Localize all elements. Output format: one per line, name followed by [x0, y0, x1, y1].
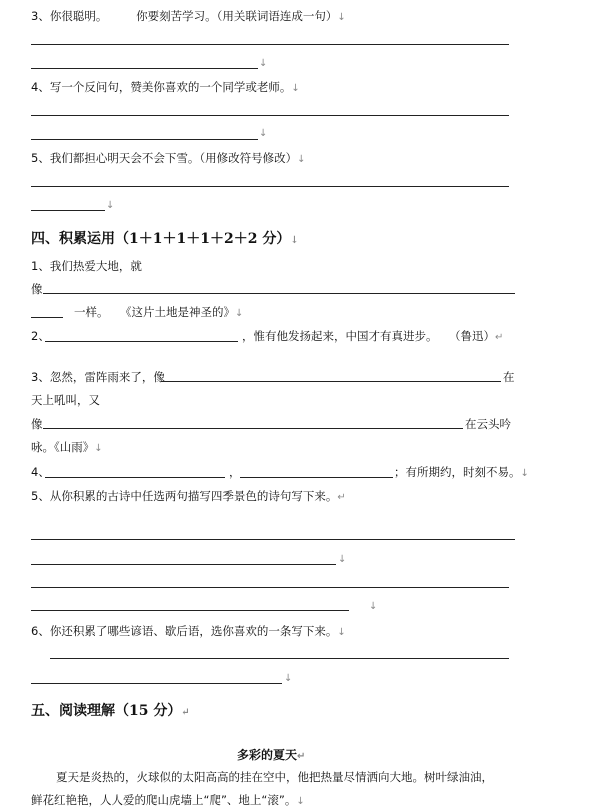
answer-line [31, 317, 63, 318]
answer-line [43, 293, 515, 294]
answer-line [31, 564, 336, 565]
answer-line [43, 428, 463, 429]
s4-q4-text: ；有所期约，时刻不易。↓ [394, 465, 529, 479]
answer-line [31, 210, 105, 211]
answer-line [31, 115, 509, 116]
answer-line [31, 186, 509, 187]
s4-q3-line4: 咏。《山雨》↓ [31, 440, 103, 454]
answer-line [50, 658, 509, 659]
reading-paragraph-line1: 夏天是炎热的，火球似的太阳高高的挂在空中，他把热量尽情洒向大地。树叶绿油油， [56, 770, 493, 784]
answer-line [45, 341, 238, 342]
question-3: 3、你很聪明。 你要刻苦学习。（用关联词语连成一句）↓ [31, 9, 346, 23]
answer-line [31, 68, 258, 69]
s4-q3-e: 在云头吟 [465, 417, 511, 431]
s4-q4-num: 4、 [31, 465, 50, 479]
s4-q3-line3: 像 [31, 417, 43, 431]
s4-q3-b: 在 [503, 370, 515, 384]
s4-q3-line1: 3、忽然，雷阵雨来了，像 [31, 370, 165, 384]
paragraph-mark: ↓ [338, 554, 347, 565]
reading-title: 多彩的夏天↵ [237, 748, 306, 762]
answer-line [45, 477, 225, 478]
answer-line [31, 683, 282, 684]
paragraph-mark: ↓ [259, 128, 268, 139]
paragraph-mark: ↓ [369, 601, 378, 612]
answer-line [31, 539, 515, 540]
answer-line [161, 381, 501, 382]
s4-q2-num: 2、 [31, 329, 50, 343]
answer-line [31, 139, 258, 140]
section-4-heading: 四、积累运用（1＋1＋1＋1＋2＋2 分）↓ [31, 231, 299, 247]
s4-q6: 6、你还积累了哪些谚语、歇后语，选你喜欢的一条写下来。↓ [31, 624, 346, 638]
paragraph-mark: ↓ [259, 58, 268, 69]
s4-q1-line1: 1、我们热爱大地，就 [31, 259, 142, 273]
s4-q5: 5、从你积累的古诗中任选两句描写四季景色的诗句写下来。↵ [31, 489, 346, 503]
s4-q2-text: ，惟有他发扬起来，中国才有真进步。 （鲁迅）↵ [242, 329, 504, 343]
paragraph-mark: ↓ [284, 673, 293, 684]
s4-q1-line2: 像 [31, 282, 43, 296]
answer-line [31, 610, 349, 611]
question-4: 4、写一个反问句，赞美你喜欢的一个同学或老师。↓ [31, 80, 300, 94]
paragraph-mark: ↓ [106, 200, 115, 211]
reading-paragraph-line2: 鲜花红艳艳，人人爱的爬山虎墙上“爬”、地上“滚”。↓ [31, 793, 305, 807]
s4-q1-line3: 一样。 《这片土地是神圣的》↓ [74, 305, 244, 319]
s4-q4-comma: ， [229, 465, 241, 479]
section-5-heading: 五、阅读理解（15 分）↵ [31, 703, 190, 719]
answer-line [31, 587, 509, 588]
question-5: 5、我们都担心明天会不会下雪。（用修改符号修改）↓ [31, 151, 306, 165]
answer-line [31, 44, 509, 45]
answer-line [240, 477, 393, 478]
s4-q3-line2: 天上吼叫，又 [31, 393, 100, 407]
